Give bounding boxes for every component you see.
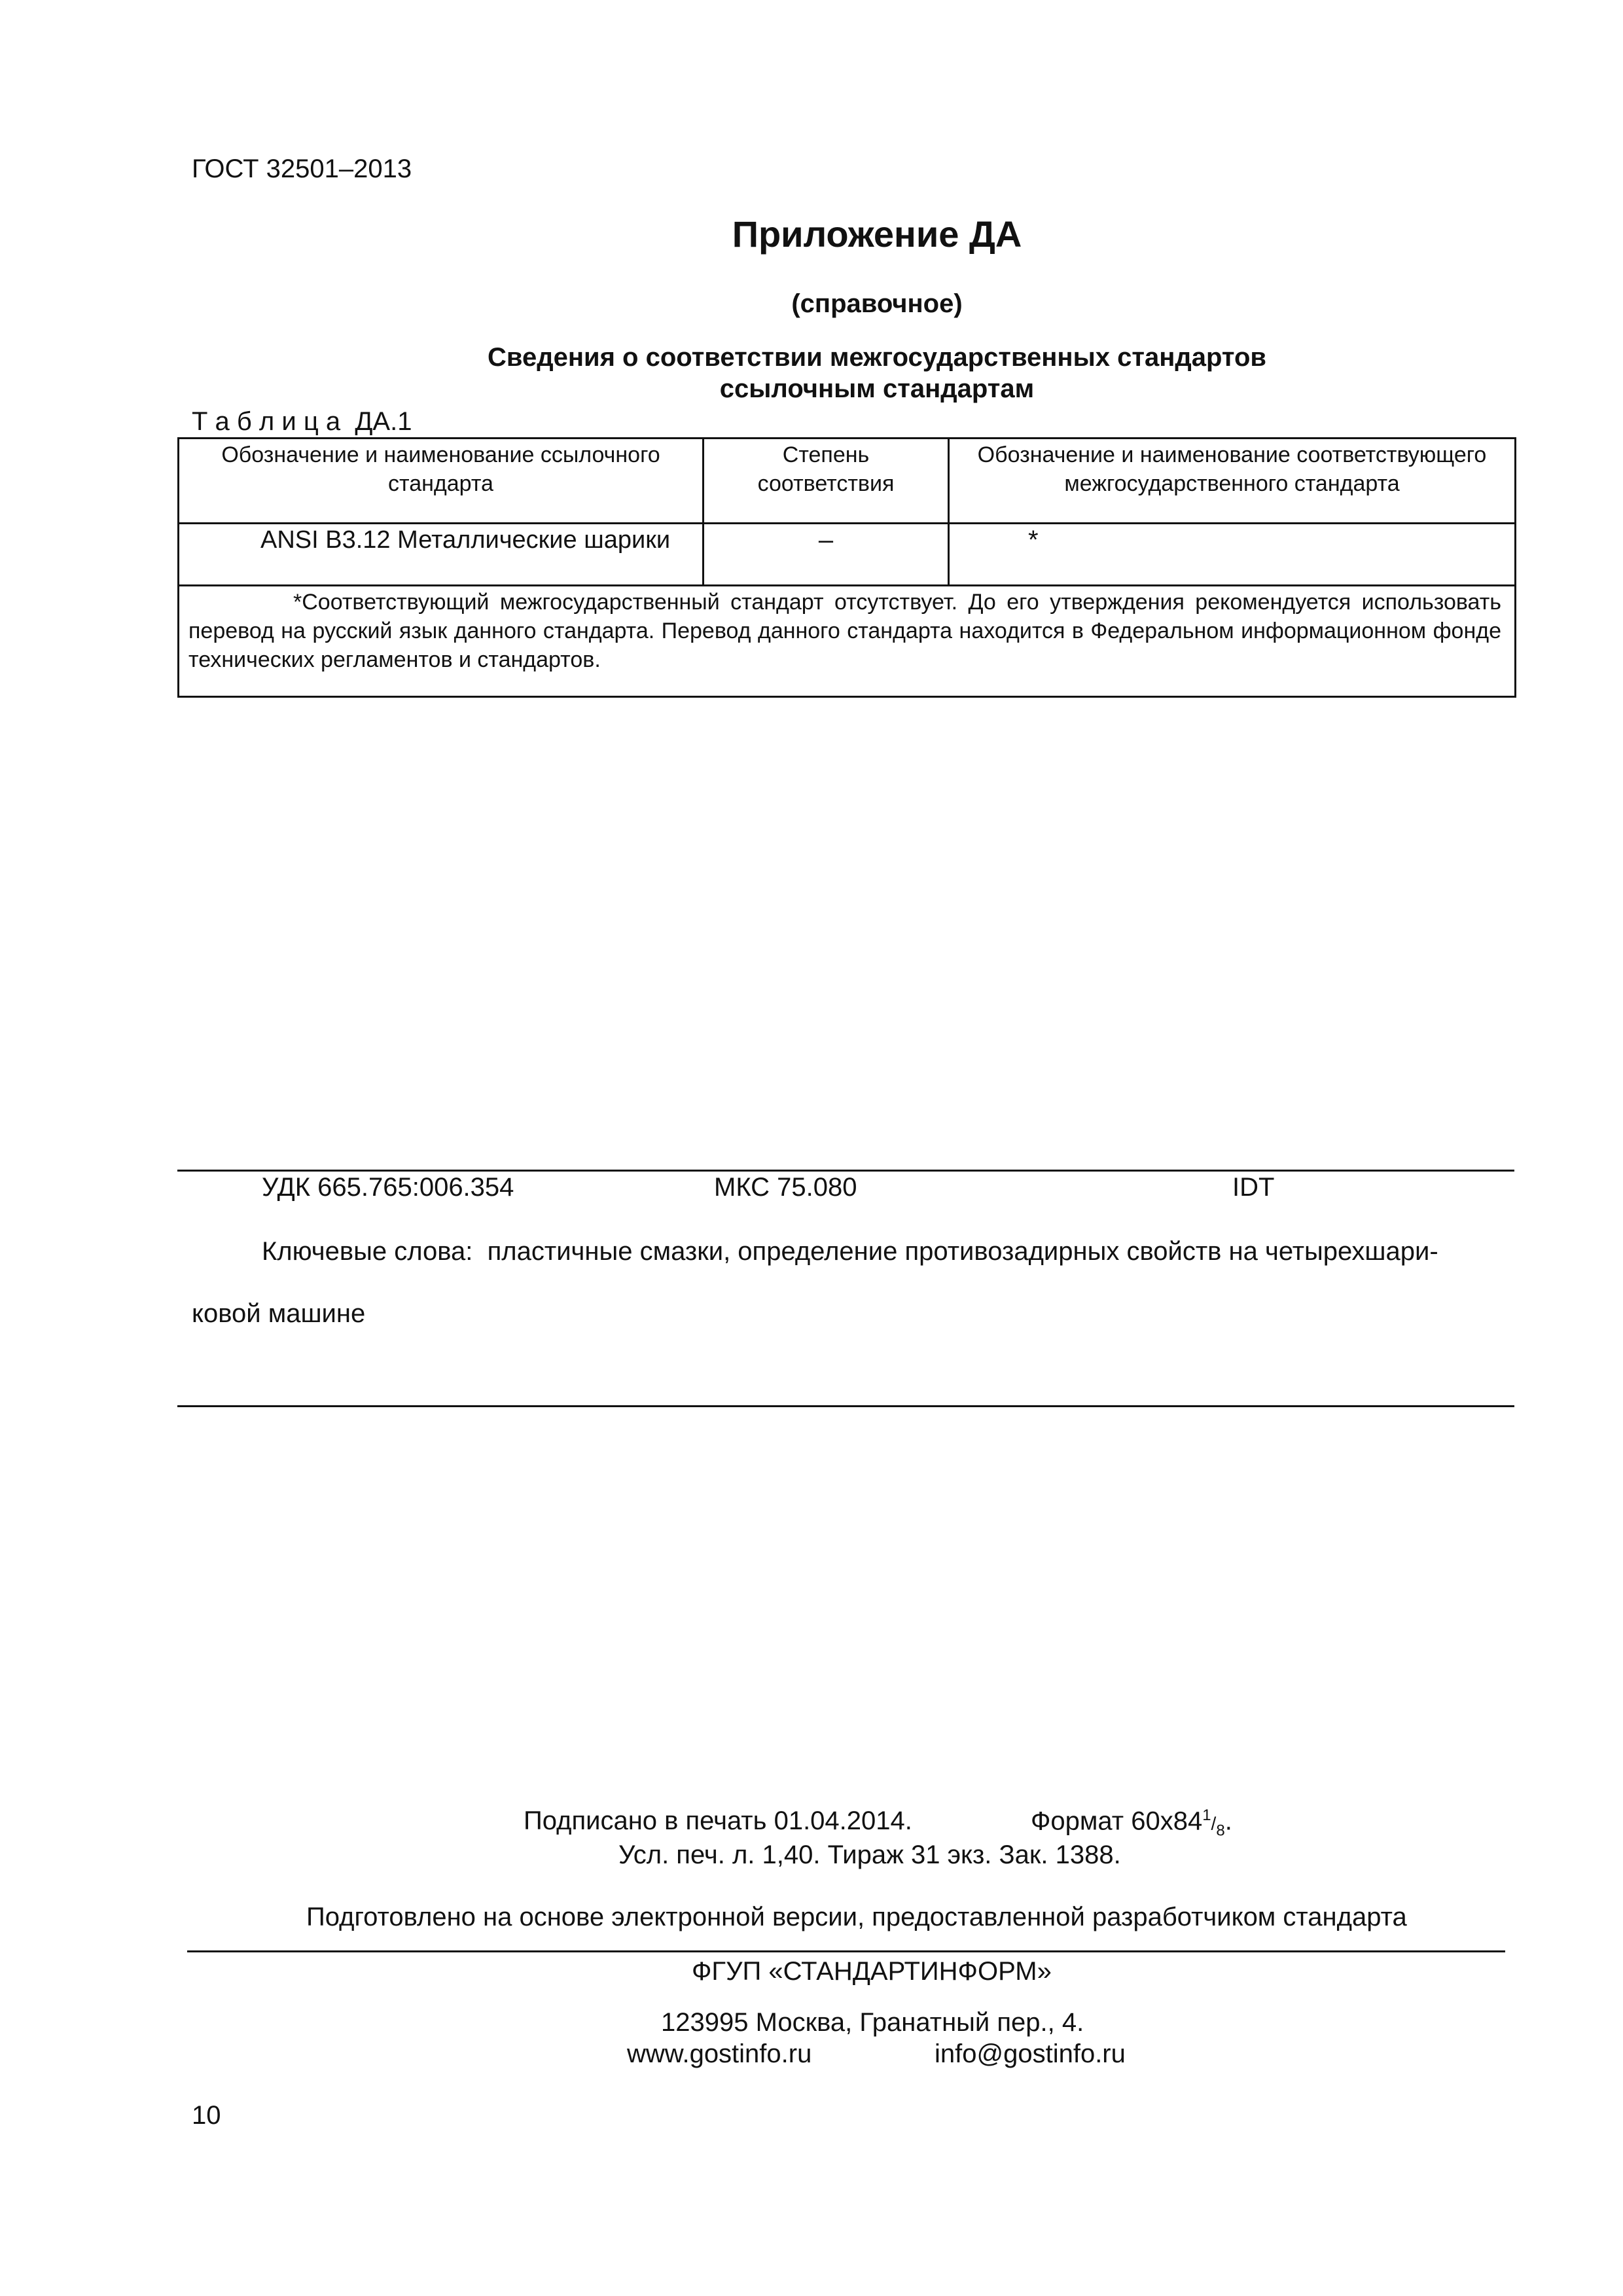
page-number: 10: [192, 2101, 221, 2130]
format-numerator: 1: [1202, 1806, 1211, 1824]
table-footnote-row: [179, 586, 1516, 697]
keywords-text: пластичные смазки, определение противозадирных свойств на четырехшари-: [487, 1237, 1438, 1266]
imprint-divider: [187, 1950, 1505, 1952]
publisher-address: 123995 Москва, Гранатный пер., 4.: [661, 2008, 1084, 2037]
correspondence-table: [177, 437, 1516, 698]
idt-code: IDT: [1232, 1173, 1275, 1202]
prepared-note: Подготовлено на основе электронной версии, предоставленной разработчиком стандарта: [306, 1903, 1407, 1931]
column-header-degree: Степень соответствия: [704, 439, 949, 524]
cell-reference-standard: ANSI B3.12 Металлические шарики: [179, 524, 704, 586]
print-details: Усл. печ. л. 1,40. Тираж 31 экз. Зак. 1388.: [618, 1840, 1121, 1869]
print-format: Формат $60x84^1/_8$.: [1031, 1806, 1232, 1840]
table-label: Т а б л и ц а ДА.1: [192, 407, 412, 436]
appendix-heading-line1: Сведения о соответствии межгосударственных стандартов: [488, 343, 1266, 372]
signed-to-print: Подписано в печать 01.04.2014.: [524, 1806, 912, 1835]
cell-degree: –: [704, 524, 949, 586]
table-header-row: [179, 439, 1516, 524]
appendix-subtitle: (справочное): [791, 289, 963, 318]
column-header-reference: Обозначение и наименование ссылочного стандарта: [179, 439, 704, 524]
mks-code: МКС 75.080: [714, 1173, 857, 1202]
keywords-line2: ковой машине: [192, 1299, 366, 1328]
document-code: ГОСТ 32501–2013: [192, 154, 412, 183]
publisher-name: ФГУП «СТАНДАРТИНФОРМ»: [692, 1957, 1052, 1986]
keywords-line1: [262, 1237, 1505, 1266]
publisher-email: info@gostinfo.ru: [935, 2039, 1126, 2068]
cell-interstate-standard: *: [949, 524, 1516, 586]
column-header-interstate: Обозначение и наименование соответствующего межгосударственного стандарта: [949, 439, 1516, 524]
table-footnote: *Соответствующий межгосударственный стандарт отсутствует. До его утверждения рекомендуется использовать перевод на русский язык данного стандарта. Перевод данного стандарта находится в Федеральном информационном фонде технических регламентов и стандартов.: [179, 586, 1516, 697]
appendix-heading-line2: ссылочным стандартам: [719, 374, 1035, 403]
appendix-title: Приложение ДА: [732, 213, 1022, 255]
table-row: [179, 524, 1516, 586]
divider-bottom: [177, 1405, 1514, 1407]
format-end: .: [1224, 1806, 1232, 1836]
format-text: Формат 60x84: [1031, 1806, 1203, 1836]
keywords-label: Ключевые слова:: [262, 1237, 473, 1266]
publisher-website: www.gostinfo.ru: [627, 2039, 812, 2068]
divider-top: [177, 1170, 1514, 1172]
udk-code: УДК 665.765:006.354: [262, 1173, 514, 1202]
format-denominator: 8: [1216, 1821, 1225, 1840]
